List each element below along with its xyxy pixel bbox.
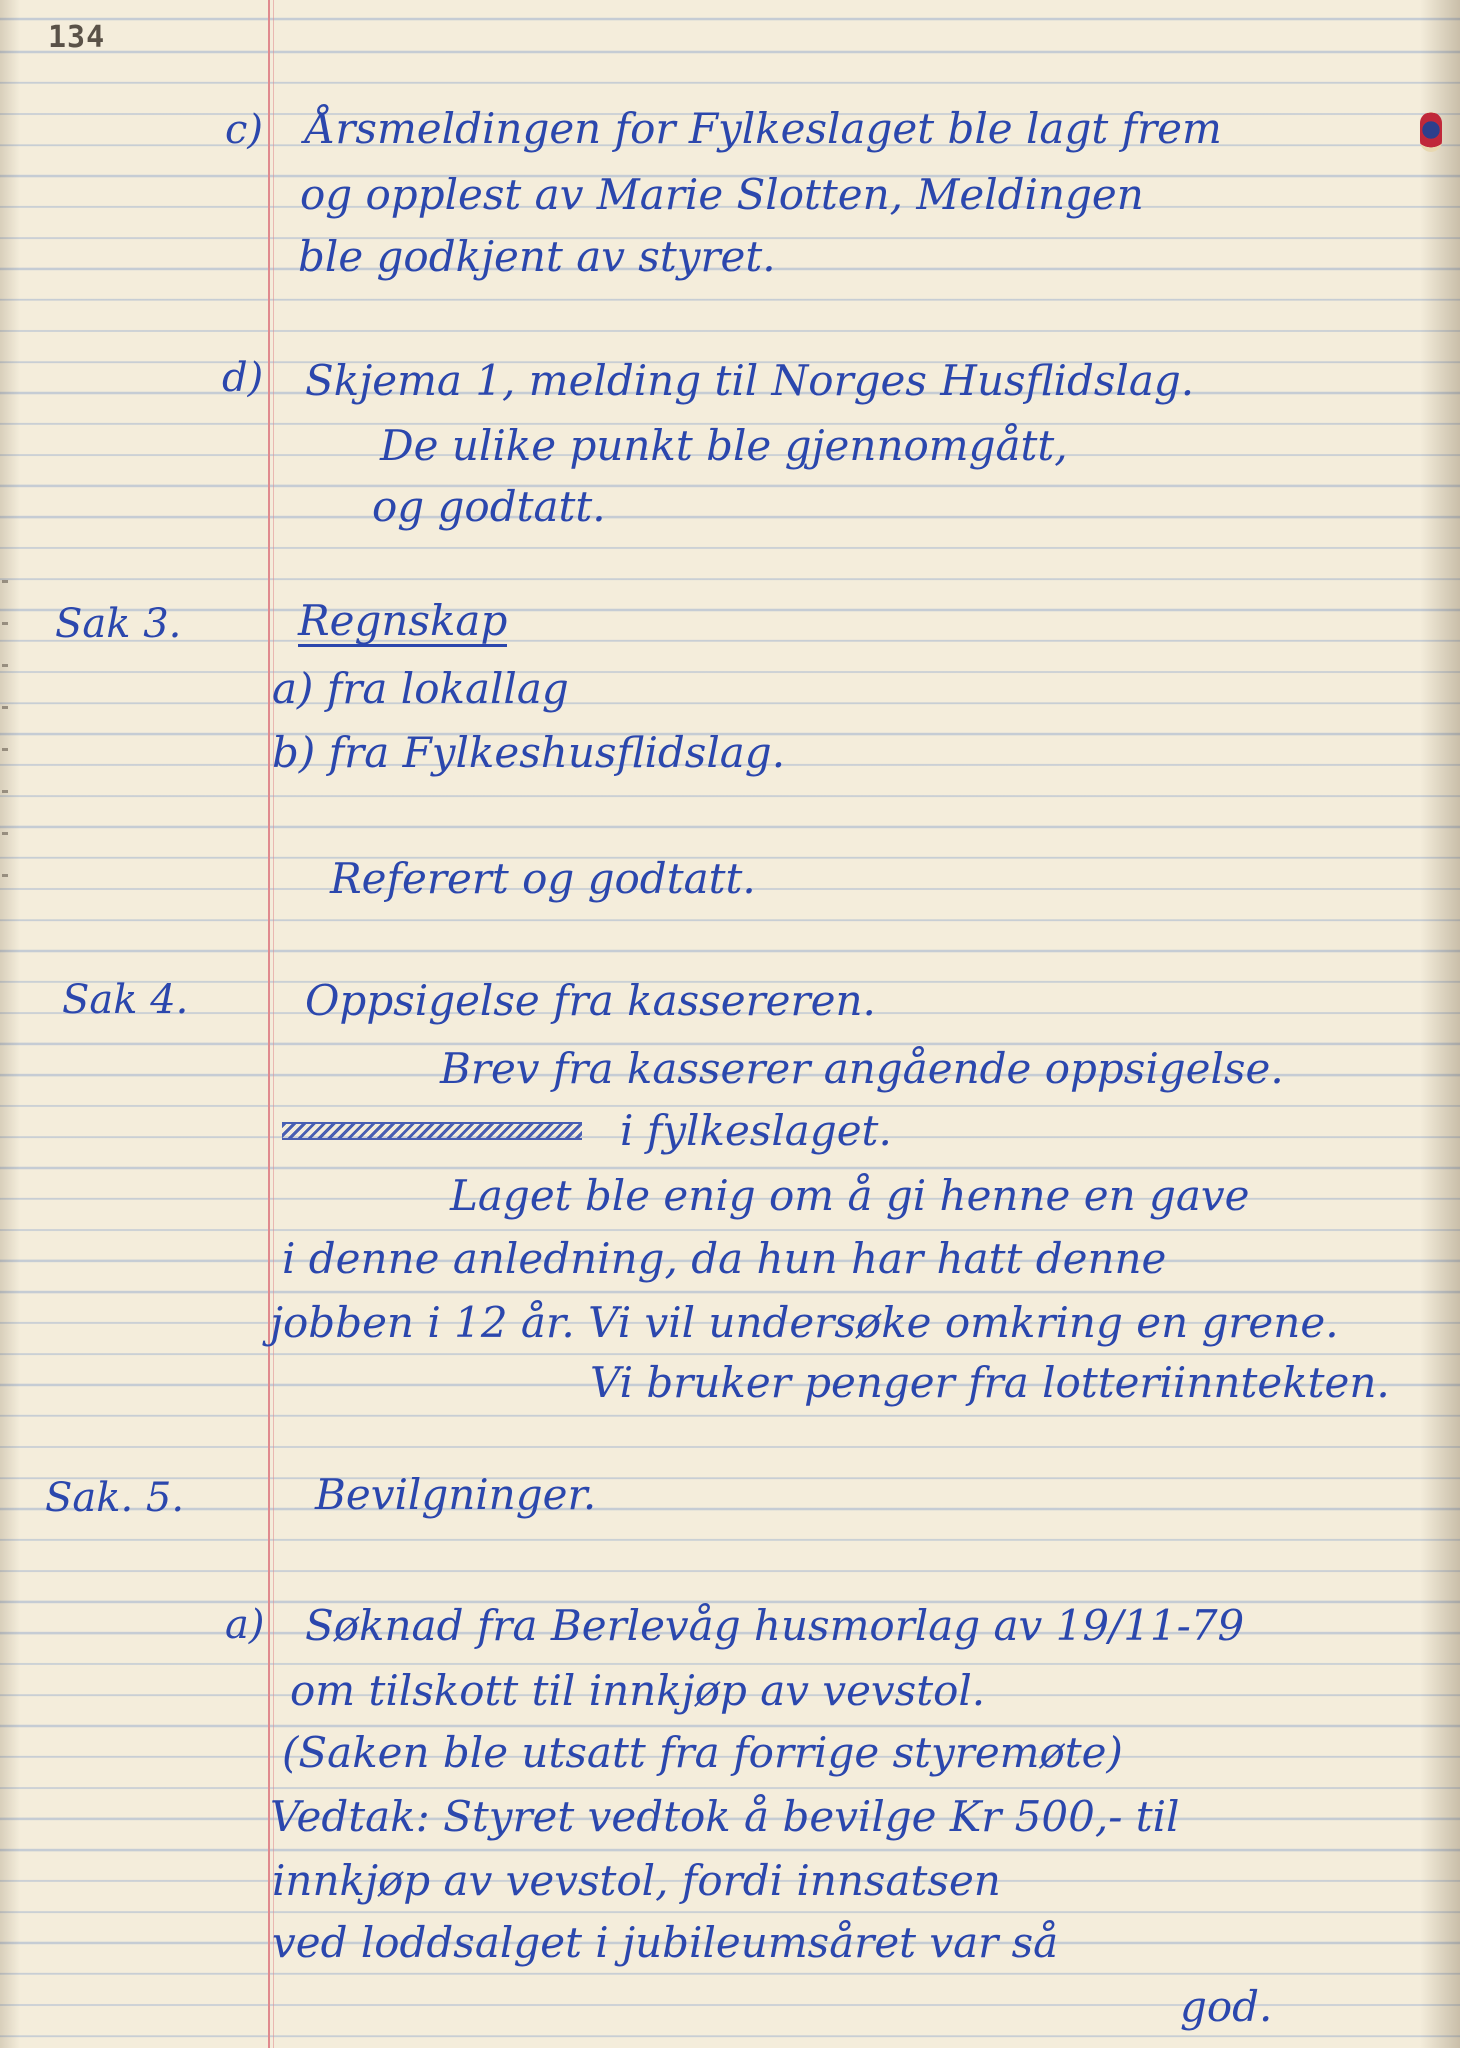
- crossed-out-text: [282, 1122, 582, 1140]
- section-c-line-3: ble godkjent av styret.: [298, 232, 776, 281]
- sak5-item-marker: a): [225, 1602, 265, 1648]
- sak3-item-b: b) fra Fylkeshusflidslag.: [272, 728, 786, 777]
- sak5-line-7: god.: [1180, 1982, 1273, 2031]
- sak4-label: Sak 4.: [62, 977, 189, 1023]
- tab-sticker-icon: [1420, 112, 1442, 152]
- sak5-title: Bevilgninger.: [315, 1470, 597, 1519]
- sak5-line-3: (Saken ble utsatt fra forrige styremøte): [282, 1728, 1123, 1777]
- sak5-label: Sak. 5.: [45, 1475, 185, 1521]
- section-d-line-3: og godtatt.: [372, 482, 606, 531]
- sak4-line-3: Laget ble enig om å gi henne en gave: [450, 1171, 1250, 1220]
- sak4-line-1: Brev fra kasserer angående oppsigelse.: [440, 1044, 1284, 1093]
- section-c-line-1: Årsmeldingen for Fylkeslaget ble lagt frem: [305, 104, 1222, 153]
- section-d-line-1: Skjema 1, melding til Norges Husflidslag.: [305, 356, 1195, 405]
- section-c-marker: c): [225, 107, 264, 153]
- page-left-edge-shadow: [0, 0, 20, 2048]
- sak4-line-2: i fylkeslaget.: [620, 1106, 892, 1155]
- sak5-line-5: innkjøp av vevstol, fordi innsatsen: [272, 1856, 1001, 1905]
- section-d-marker: d): [222, 355, 264, 401]
- page-number: 134: [48, 20, 106, 55]
- sak5-line-4: Vedtak: Styret vedtok å bevilge Kr 500,- til: [270, 1792, 1180, 1841]
- margin-line-secondary: [273, 0, 274, 2048]
- sak4-title: Oppsigelse fra kassereren.: [305, 976, 876, 1025]
- section-c-line-2: og opplest av Marie Slotten, Meldingen: [300, 170, 1144, 219]
- section-d-line-2: De ulike punkt ble gjennomgått,: [380, 421, 1068, 470]
- margin-line: [268, 0, 270, 2048]
- binding-holes: [2, 580, 8, 880]
- sak3-item-a: a) fra lokallag: [272, 664, 569, 713]
- sak4-line-4: i denne anledning, da hun har hatt denne: [282, 1234, 1167, 1283]
- sak5-line-2: om tilskott til innkjøp av vevstol.: [290, 1666, 986, 1715]
- sak3-title: Regnskap: [298, 596, 508, 645]
- sak4-line-5: jobben i 12 år. Vi vil undersøke omkring en grene.: [270, 1298, 1339, 1347]
- sak3-note: Referert og godtatt.: [330, 854, 756, 903]
- sak3-label: Sak 3.: [55, 601, 182, 647]
- page-right-edge-shadow: [1420, 0, 1460, 2048]
- sak5-line-6: ved loddsalget i jubileumsåret var så: [272, 1918, 1059, 1967]
- sak4-line-6: Vi bruker penger fra lotteriinntekten.: [590, 1358, 1390, 1407]
- sak5-line-1: Søknad fra Berlevåg husmorlag av 19/11-79: [305, 1601, 1245, 1650]
